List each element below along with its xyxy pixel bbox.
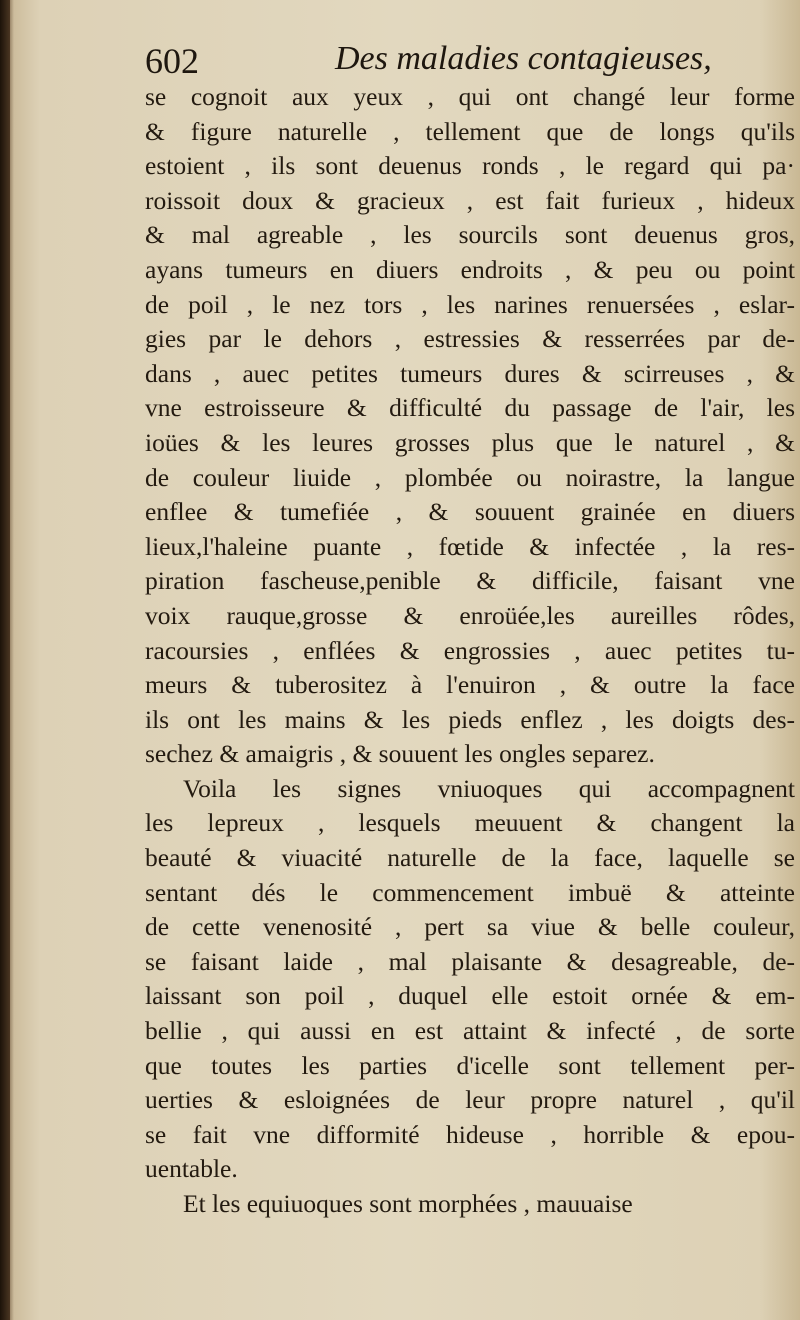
- page-header: [145, 36, 785, 86]
- text-line: & figure naturelle , tellement que de longs qu'ils: [145, 116, 795, 146]
- paragraph-start-line: Voila les signes vniuoques qui accompagnent: [183, 773, 795, 803]
- text-line: sechez & amaigris , & souuent les ongles separez.: [145, 739, 655, 769]
- text-line: ayans tumeurs en diuers endroits , & peu ou point: [145, 254, 795, 284]
- text-line: laissant son poil , duquel elle estoit ornée & em-: [145, 981, 795, 1011]
- text-line: dans , auec petites tumeurs dures & scirreuses , &: [145, 358, 795, 388]
- text-line: de cette venenosité , pert sa viue & belle couleur,: [145, 912, 795, 942]
- text-line: ioües & les leures grosses plus que le naturel , &: [145, 427, 795, 457]
- text-line: que toutes les parties d'icelle sont tellement per-: [145, 1050, 795, 1080]
- text-line: & mal agreable , les sourcils sont deuenus gros,: [145, 220, 795, 250]
- binding-gutter: [0, 0, 10, 1320]
- text-line: de couleur liuide , plombée ou noirastre, la langue: [145, 462, 795, 492]
- text-line: meurs & tuberositez à l'enuiron , & outre la face: [145, 670, 795, 700]
- text-line: enflee & tumefiée , & souuent grainée en diuers: [145, 497, 795, 527]
- text-line: se faisant laide , mal plaisante & desagreable, de-: [145, 946, 795, 976]
- text-line: lieux,l'haleine puante , fœtide & infectée , la res-: [145, 531, 795, 561]
- text-line: vne estroisseure & difficulté du passage de l'air, les: [145, 393, 795, 423]
- text-line: racoursies , enflées & engrossies , auec petites tu-: [145, 635, 795, 665]
- text-line: de poil , le nez tors , les narines renuersées , eslar-: [145, 289, 795, 319]
- page-number: 602: [145, 41, 199, 81]
- text-line: piration fascheuse,penible & difficile, faisant vne: [145, 566, 795, 596]
- text-line: bellie , qui aussi en est attaint & infecté , de sorte: [145, 1016, 795, 1046]
- running-title: Des maladies contagieuses,: [335, 40, 712, 77]
- text-line: voix rauque,grosse & enroüée,les aureilles rôdes,: [145, 600, 795, 630]
- text-line: ils ont les mains & les pieds enflez , les doigts des-: [145, 704, 795, 734]
- text-line: beauté & viuacité naturelle de la face, laquelle se: [145, 843, 795, 873]
- text-line: les lepreux , lesquels meuuent & changent la: [145, 808, 795, 838]
- text-line: roissoit doux & gracieux , est fait furieux , hideux: [145, 185, 795, 215]
- body-text: [145, 80, 795, 1222]
- text-line: se fait vne difformité hideuse , horrible & epou-: [145, 1119, 795, 1149]
- text-line: gies par le dehors , estressies & resserrées par de-: [145, 324, 795, 354]
- paragraph-start-line: Et les equiuoques sont morphées , mauuaise: [183, 1189, 633, 1218]
- text-line: uentable.: [145, 1154, 238, 1184]
- text-line: se cognoit aux yeux , qui ont changé leur forme: [145, 82, 795, 111]
- text-line: sentant dés le commencement imbuë & atteinte: [145, 877, 795, 907]
- text-line: estoient , ils sont deuenus ronds , le regard qui pa·: [145, 151, 795, 181]
- text-line: uerties & esloignées de leur propre naturel , qu'il: [145, 1085, 795, 1115]
